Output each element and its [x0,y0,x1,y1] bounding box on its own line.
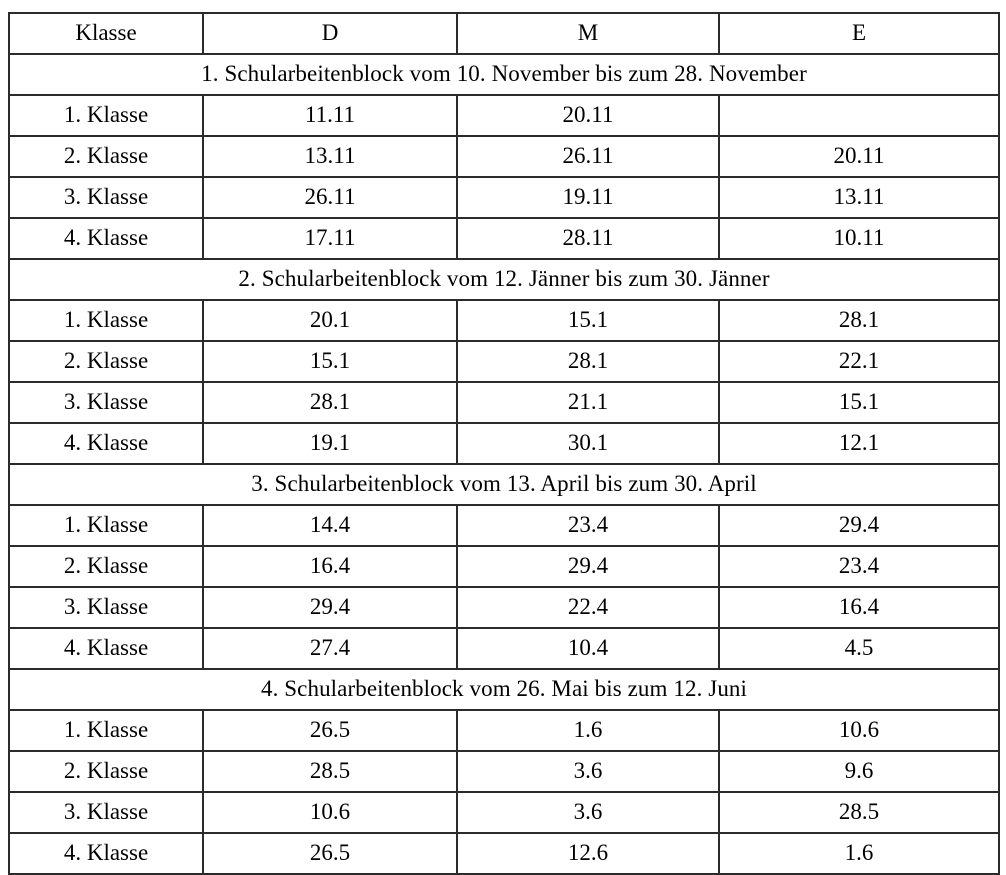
table-row [9,751,999,792]
header-row [9,13,999,54]
table-row [9,546,999,587]
block-title: 3. Schularbeitenblock vom 13. April bis zum 30. April [9,464,999,505]
cell-e: 1.6 [719,833,999,874]
table-row [9,423,999,464]
table-row [9,587,999,628]
cell-m: 30.1 [457,423,719,464]
cell-m: 20.11 [457,95,719,136]
cell-e: 28.5 [719,792,999,833]
cell-d: 26.11 [203,177,457,218]
cell-m: 12.6 [457,833,719,874]
cell-klasse: 1. Klasse [9,95,203,136]
column-header-e: E [719,13,999,54]
cell-m: 15.1 [457,300,719,341]
cell-d: 28.5 [203,751,457,792]
cell-e: 23.4 [719,546,999,587]
column-header-d: D [203,13,457,54]
table-row [9,341,999,382]
cell-d: 14.4 [203,505,457,546]
cell-e: 29.4 [719,505,999,546]
cell-d: 19.1 [203,423,457,464]
cell-klasse: 1. Klasse [9,710,203,751]
cell-klasse: 4. Klasse [9,833,203,874]
cell-d: 28.1 [203,382,457,423]
block-title-row [9,259,999,300]
table-row [9,628,999,669]
block-title-row [9,464,999,505]
cell-klasse: 4. Klasse [9,423,203,464]
table-row [9,505,999,546]
cell-klasse: 1. Klasse [9,505,203,546]
block-title: 1. Schularbeitenblock vom 10. November bis zum 28. November [9,54,999,95]
cell-e: 16.4 [719,587,999,628]
cell-e: 12.1 [719,423,999,464]
column-header-klasse: Klasse [9,13,203,54]
cell-klasse: 2. Klasse [9,546,203,587]
cell-d: 15.1 [203,341,457,382]
cell-e: 10.11 [719,218,999,259]
cell-d: 13.11 [203,136,457,177]
cell-m: 1.6 [457,710,719,751]
cell-m: 3.6 [457,751,719,792]
cell-klasse: 2. Klasse [9,751,203,792]
table-row [9,177,999,218]
cell-e: 13.11 [719,177,999,218]
cell-e: 28.1 [719,300,999,341]
cell-m: 26.11 [457,136,719,177]
cell-m: 22.4 [457,587,719,628]
cell-e: 4.5 [719,628,999,669]
cell-d: 20.1 [203,300,457,341]
table-row [9,136,999,177]
cell-d: 10.6 [203,792,457,833]
block-title: 4. Schularbeitenblock vom 26. Mai bis zum 12. Juni [9,669,999,710]
table-row [9,710,999,751]
table-header [9,13,999,54]
cell-klasse: 3. Klasse [9,587,203,628]
cell-m: 28.1 [457,341,719,382]
cell-klasse: 1. Klasse [9,300,203,341]
cell-m: 21.1 [457,382,719,423]
block-title-row [9,54,999,95]
cell-d: 16.4 [203,546,457,587]
cell-d: 11.11 [203,95,457,136]
cell-klasse: 3. Klasse [9,382,203,423]
cell-klasse: 2. Klasse [9,136,203,177]
block-title-row [9,669,999,710]
cell-klasse: 4. Klasse [9,218,203,259]
cell-e: 22.1 [719,341,999,382]
cell-m: 19.11 [457,177,719,218]
table-row [9,382,999,423]
cell-m: 29.4 [457,546,719,587]
cell-d: 26.5 [203,833,457,874]
table-row [9,300,999,341]
table-body [9,54,999,874]
cell-klasse: 2. Klasse [9,341,203,382]
cell-d: 26.5 [203,710,457,751]
cell-d: 29.4 [203,587,457,628]
table-row [9,218,999,259]
cell-klasse: 4. Klasse [9,628,203,669]
schularbeiten-schedule-table [8,12,1000,875]
table-row [9,95,999,136]
table-row [9,792,999,833]
cell-e: 9.6 [719,751,999,792]
column-header-m: M [457,13,719,54]
cell-e: 20.11 [719,136,999,177]
cell-klasse: 3. Klasse [9,177,203,218]
cell-m: 10.4 [457,628,719,669]
cell-klasse: 3. Klasse [9,792,203,833]
cell-d: 17.11 [203,218,457,259]
block-title: 2. Schularbeitenblock vom 12. Jänner bis zum 30. Jänner [9,259,999,300]
cell-m: 28.11 [457,218,719,259]
cell-e: 15.1 [719,382,999,423]
cell-e: 10.6 [719,710,999,751]
cell-m: 23.4 [457,505,719,546]
cell-m: 3.6 [457,792,719,833]
cell-d: 27.4 [203,628,457,669]
table-row [9,833,999,874]
cell-e [719,95,999,136]
